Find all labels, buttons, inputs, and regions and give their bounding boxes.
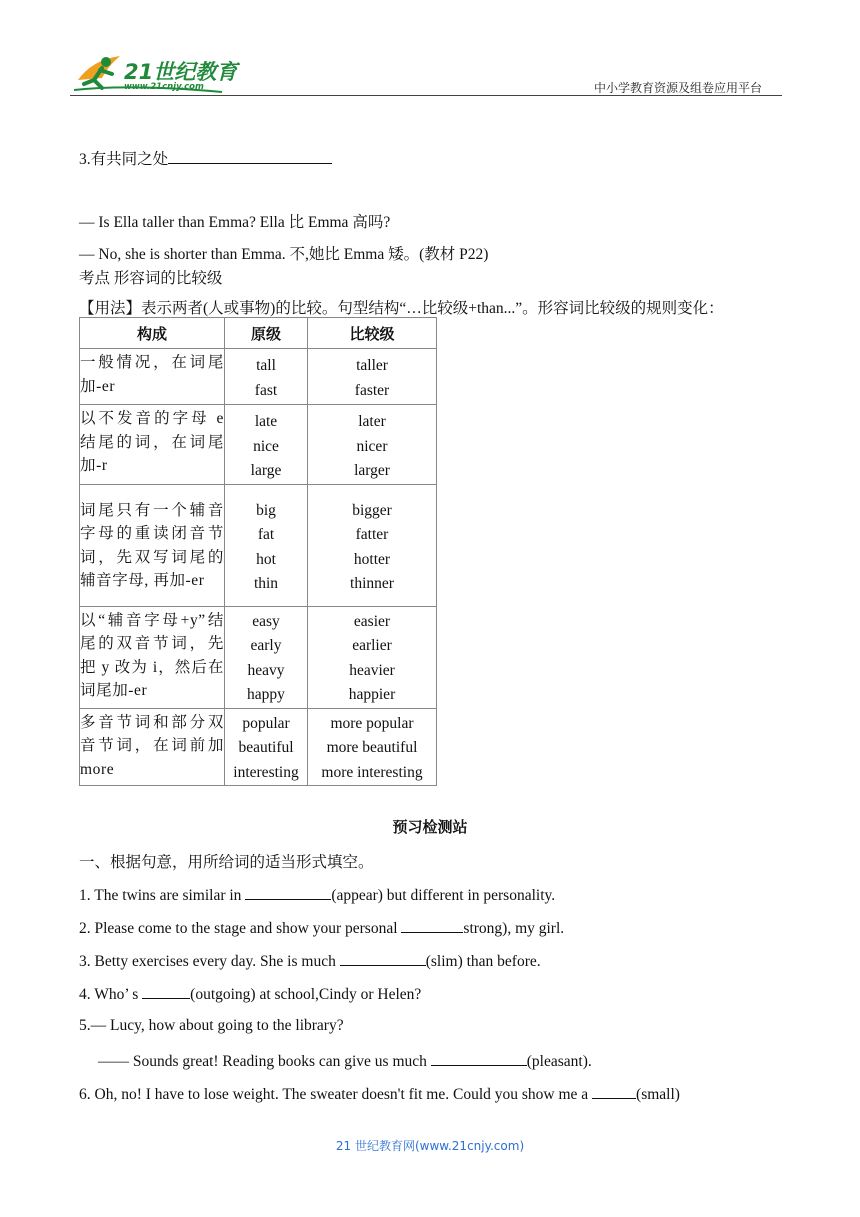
comparative-cell: taller faster [308, 349, 437, 405]
answer-blank[interactable] [401, 918, 463, 933]
note-item-3-text: 3.有共同之处 [79, 151, 169, 168]
header-base: 原级 [225, 318, 308, 349]
table-row [80, 708, 437, 786]
comparative-rules-table [79, 317, 437, 786]
answer-blank[interactable] [142, 984, 190, 999]
table-row [80, 349, 437, 405]
answer-blank[interactable] [245, 885, 331, 900]
rule-cell: 词尾只有一个辅音字母的重读闭音节词，先双写词尾的辅音字母, 再加-er [80, 484, 225, 606]
exercise-instruction: 一、根据句意，用所给词的适当形式填空。 [79, 854, 374, 871]
table-header-row [80, 318, 437, 349]
header-divider [70, 95, 782, 96]
comparative-cell: bigger fatter hotter thinner [308, 484, 437, 606]
rule-cell: 一般情况，在词尾加-er [80, 349, 225, 405]
question-5-reply: —— Sounds great! Reading books can give us much (pleasant). [98, 1053, 592, 1070]
question-4: 4. Who’ s (outgoing) at school,Cindy or Helen? [79, 986, 422, 1003]
dialog-answer: — No, she is shorter than Emma. 不,她比 Emma 矮。(教材 P22) [79, 246, 489, 263]
logo-text: 21世纪教育 [124, 60, 238, 84]
rule-cell: 多音节词和部分双音节词，在词前加 more [80, 708, 225, 786]
question-5: 5.— Lucy, how about going to the library? [79, 1017, 344, 1034]
answer-blank[interactable] [431, 1051, 527, 1066]
base-cell: easy early heavy happy [225, 606, 308, 708]
answer-blank[interactable] [592, 1084, 636, 1099]
base-cell: late nice large [225, 405, 308, 485]
platform-name: 中小学教育资源及组卷应用平台 [594, 81, 763, 95]
question-2: 2. Please come to the stage and show your personal strong), my girl. [79, 920, 565, 937]
table-row [80, 606, 437, 708]
comparative-cell: easier earlier heavier happier [308, 606, 437, 708]
base-cell: big fat hot thin [225, 484, 308, 606]
header-comparative: 比较级 [308, 318, 437, 349]
comparative-cell: more popular more beautiful more interesting [308, 708, 437, 786]
table-row [80, 405, 437, 485]
header-rule: 构成 [80, 318, 225, 349]
question-6: 6. Oh, no! I have to lose weight. The sweater doesn't fit me. Could you show me a (small) [79, 1086, 680, 1103]
section-title: 预习检测站 [392, 818, 468, 836]
comparative-cell: later nicer larger [308, 405, 437, 485]
dialog-question: — Is Ella taller than Emma? Ella 比 Emma 高吗? [79, 214, 391, 231]
question-3: 3. Betty exercises every day. She is much (slim) than before. [79, 953, 541, 970]
footer-link[interactable]: 21 世纪教育网(www.21cnjy.com) [335, 1139, 525, 1153]
rule-cell: 以“辅音字母+y”结尾的双音节词，先把 y 改为 i，然后在词尾加-er [80, 606, 225, 708]
note-item-3 [79, 147, 332, 169]
answer-blank[interactable] [168, 149, 332, 164]
rule-cell: 以不发音的字母 e 结尾的词，在词尾加-r [80, 405, 225, 485]
answer-blank[interactable] [340, 951, 426, 966]
base-cell: popular beautiful interesting [225, 708, 308, 786]
logo-url: www.21cnjy.com [124, 82, 204, 92]
question-1: 1. The twins are similar in (appear) but different in personality. [79, 887, 556, 904]
table-row [80, 484, 437, 606]
kaodian-title: 考点 形容词的比较级 [79, 270, 223, 287]
usage-text: 【用法】表示两者(人或事物)的比较。句型结构“…比较级+than...”。形容词比较级的规则变化： [79, 300, 724, 317]
base-cell: tall fast [225, 349, 308, 405]
